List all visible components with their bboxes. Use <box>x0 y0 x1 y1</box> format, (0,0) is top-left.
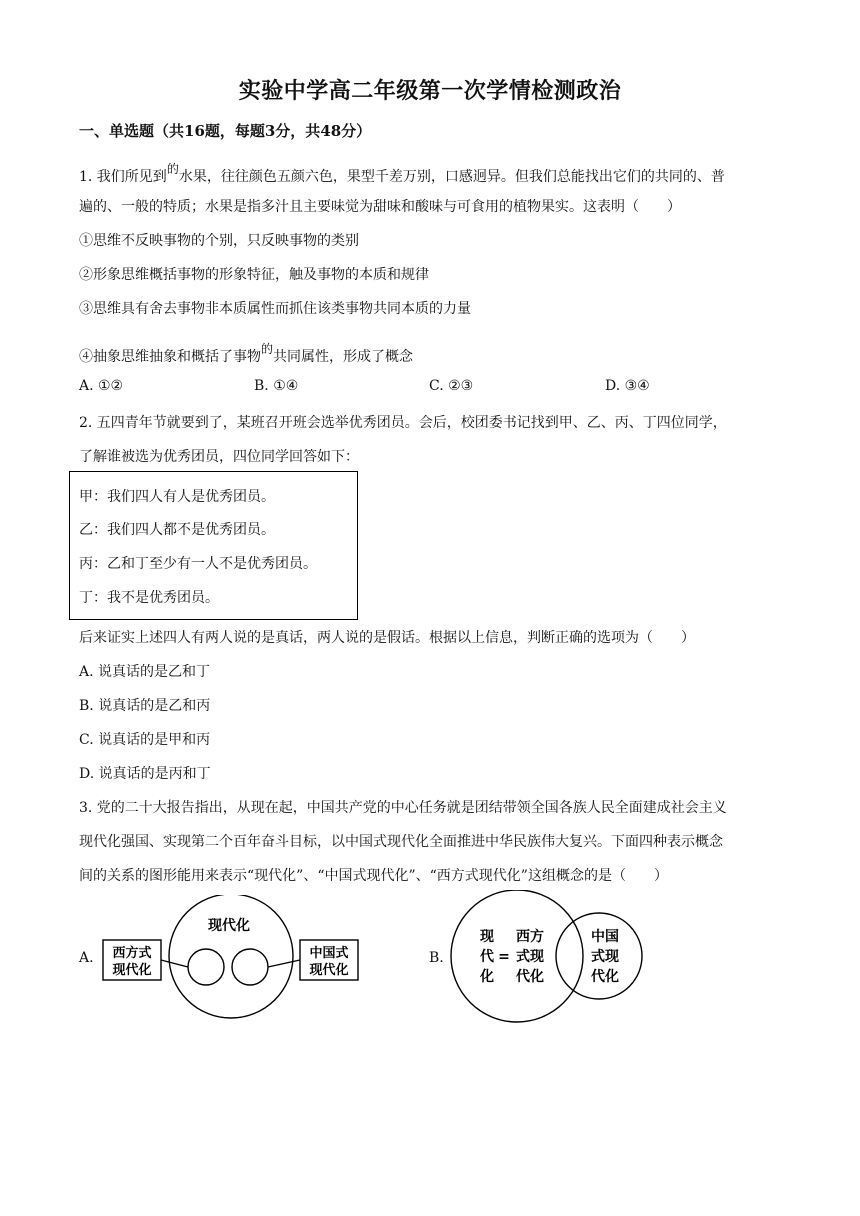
q1-statement-3: ③思维具有舍去事物非本质属性而抓住该类事物共同本质的力量 <box>79 301 471 317</box>
q2-option-a[interactable]: A. 说真话的是乙和丁 <box>79 664 211 680</box>
fig-b-left-char-2: 代 <box>480 949 494 965</box>
fig-b-mid-line-1: 西方 <box>516 929 544 945</box>
q1-stem-line2: 遍的、一般的特质；水果是指多汁且主要味觉为甜味和酸味与可食用的植物果实。这表明（ ） <box>79 199 681 215</box>
q1-stem-text-b: 水果，往往颜色五颜六色，果型千差万别，口感迥异。但我们总能找出它们的共同的、普 <box>178 169 725 185</box>
q2-answer-jia: 甲：我们四人有人是优秀团员。 <box>79 489 275 505</box>
fig-a-inner-left-circle <box>188 949 224 985</box>
q1-stem-line1 <box>79 160 725 186</box>
q2-option-d[interactable]: D. 说真话的是丙和丁 <box>79 766 211 782</box>
fig-b-equals: = <box>498 949 510 965</box>
q3-option-b-label[interactable]: B. <box>429 950 444 966</box>
fig-a-right-label-2: 现代化 <box>309 963 349 978</box>
page-title: 实验中学高二年级第一次学情检测政治 <box>238 78 622 104</box>
q2-stem-line2: 了解谁被选为优秀团员，四位同学回答如下： <box>79 449 359 465</box>
q3-figure-a[interactable] <box>95 895 375 1020</box>
q1-stem-superscript: 的 <box>166 162 179 176</box>
q3-stem-line2: 现代化强国、实现第二个百年奋斗目标，以中国式现代化全面推进中华民族伟大复兴。下面四种表示概念 <box>79 834 723 850</box>
fig-b-right-line-3: 代化 <box>591 969 619 985</box>
q3-stem-line3: 间的关系的图形能用来表示“现代化”、“中国式现代化”、“西方式现代化”这组概念的是（ ） <box>79 868 668 884</box>
fig-a-right-label-1: 中国式 <box>309 946 349 961</box>
q1-statement-1: ①思维不反映事物的个别，只反映事物的类别 <box>79 233 359 249</box>
fig-b-right-line-1: 中国 <box>591 929 619 945</box>
q3-option-a-label[interactable]: A. <box>79 950 94 966</box>
q1-option-c[interactable]: C. ②③ <box>429 378 474 394</box>
fig-b-left-char-1: 现 <box>480 929 494 945</box>
q1-option-d[interactable]: D. ③④ <box>605 378 650 394</box>
fig-b-left-char-3: 化 <box>480 969 494 985</box>
q1-statement-4-superscript: 的 <box>261 342 274 356</box>
q2-option-c[interactable]: C. 说真话的是甲和丙 <box>79 732 211 748</box>
q2-stem-after: 后来证实上述四人有两人说的是真话，两人说的是假话。根据以上信息，判断正确的选项为（ ） <box>79 630 695 646</box>
q1-stem-text-a: 1. 我们所见到 <box>79 169 167 185</box>
fig-b-right-line-2: 式现 <box>591 949 619 965</box>
q1-statement-4-text-a: ④抽象思维抽象和概括了事物 <box>79 349 261 365</box>
q2-answer-ding: 丁：我不是优秀团员。 <box>79 590 219 606</box>
q2-option-b[interactable]: B. 说真话的是乙和丙 <box>79 698 211 714</box>
fig-a-inner-right-circle <box>232 949 268 985</box>
fig-a-outer-label: 现代化 <box>208 918 250 934</box>
q1-option-b[interactable]: B. ①④ <box>254 378 299 394</box>
fig-a-left-label-1: 西方式 <box>112 946 152 961</box>
q2-stem-line1: 2. 五四青年节就要到了，某班召开班会选举优秀团员。会后，校团委书记找到甲、乙、丙、丁四位同学， <box>79 415 727 431</box>
fig-a-outer-circle <box>169 895 293 1018</box>
q1-option-a[interactable]: A. ①② <box>79 378 124 394</box>
q3-stem-line1: 3. 党的二十大报告指出，从现在起，中国共产党的中心任务就是团结带领全国各族人民全面建成社会主义 <box>79 800 727 816</box>
fig-b-mid-line-2: 式现 <box>516 949 544 965</box>
section-heading: 一、单选题（共16题，每题3分，共48分） <box>79 122 372 140</box>
q2-answer-bing: 丙：乙和丁至少有一人不是优秀团员。 <box>79 556 317 572</box>
q3-figure-b[interactable] <box>445 890 650 1025</box>
fig-a-left-connector <box>161 960 188 967</box>
q1-statement-2: ②形象思维概括事物的形象特征，触及事物的本质和规律 <box>79 267 429 283</box>
q1-statement-4 <box>79 340 413 366</box>
fig-a-left-label-2: 现代化 <box>112 963 152 978</box>
q1-statement-4-text-b: 共同属性，形成了概念 <box>273 349 414 365</box>
fig-b-mid-line-3: 代化 <box>516 969 544 985</box>
q2-answer-yi: 乙：我们四人都不是优秀团员。 <box>79 522 275 538</box>
fig-a-right-connector <box>268 960 300 967</box>
